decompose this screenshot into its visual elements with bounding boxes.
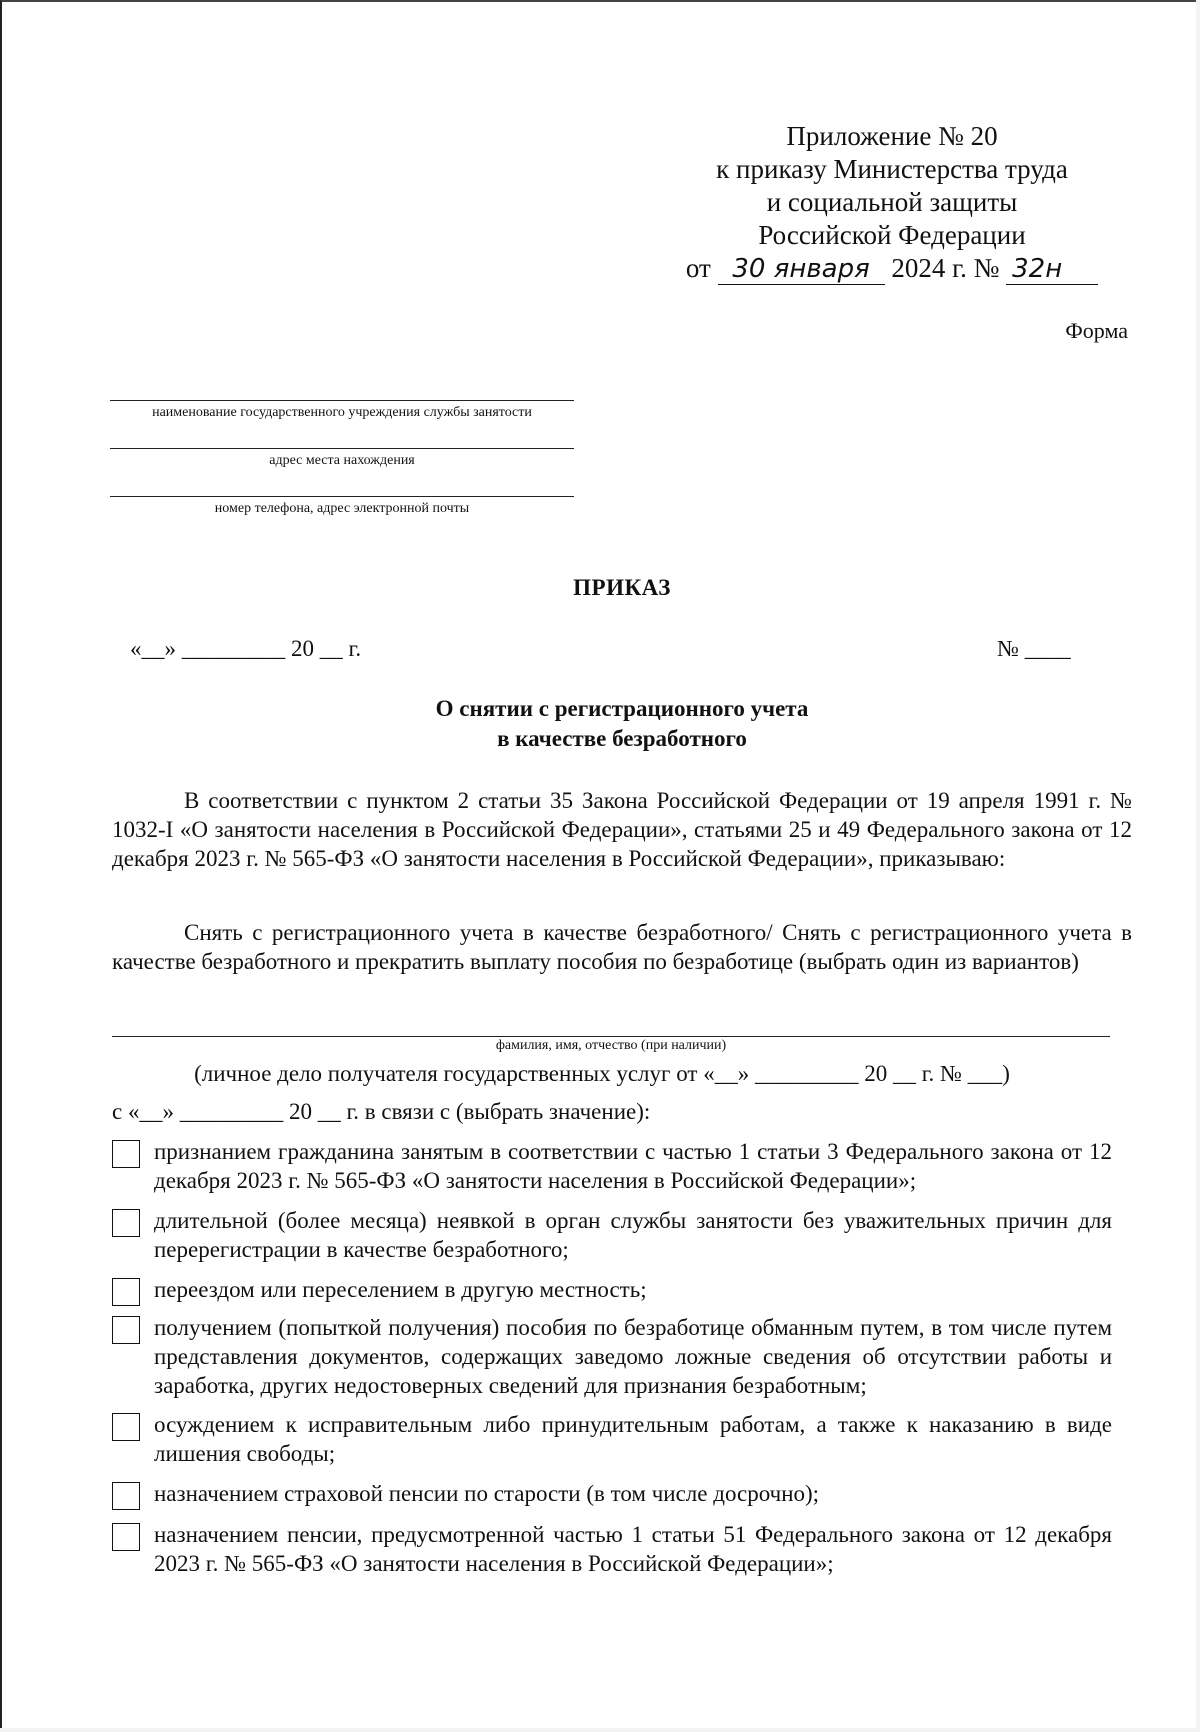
option-no-show (112, 1206, 1112, 1264)
order-subject (2, 694, 1196, 754)
annex-ot: от (685, 253, 711, 283)
option-checkbox[interactable] (112, 1140, 140, 1168)
org-address-field[interactable]: адрес места нахождения (110, 448, 574, 469)
org-name-field[interactable]: наименование государственного учреждения службы занятости (110, 400, 574, 421)
legal-basis-paragraph: В соответствии с пунктом 2 статьи 35 Закона Российской Федерации от 19 апреля 1991 г. № 1032-I «О занятости населения в Российской Федерации», статьями 25 и 49 Федерального закона от 12 декабря 2023 г. № 565-ФЗ «О занятости населения в Российской Федерации», приказываю: (112, 788, 1132, 871)
option-checkbox[interactable] (112, 1316, 140, 1344)
option-old-age-pension (112, 1479, 1112, 1510)
annex-line-4: Российской Федерации (758, 220, 1026, 250)
org-contacts-field[interactable]: номер телефона, адрес электронной почты (110, 496, 574, 517)
option-conviction (112, 1410, 1112, 1468)
option-relocation (112, 1275, 1112, 1306)
fio-field[interactable]: фамилия, имя, отчество (при наличии) (112, 1036, 1110, 1054)
annex-order-line (642, 252, 1142, 285)
order-date-field[interactable]: «__» _________ 20 __ г. (130, 636, 362, 661)
option-fraud (112, 1313, 1112, 1400)
option-checkbox[interactable] (112, 1209, 140, 1237)
handwritten-order-number: 32н (1006, 254, 1098, 285)
decision-paragraph: Снять с регистрационного учета в качестве безработного/ Снять с регистрационного учета в качестве безработного и прекратить выплату пособия по безработице (выбрать один из вариантов) (112, 920, 1132, 974)
option-checkbox[interactable] (112, 1482, 140, 1510)
option-early-pension (112, 1520, 1112, 1578)
option-checkbox[interactable] (112, 1278, 140, 1306)
option-text: назначением страховой пенсии по старости (в том числе досрочно); (154, 1481, 820, 1506)
option-checkbox[interactable] (112, 1523, 140, 1551)
handwritten-date: 30 января (718, 254, 885, 285)
annex-year-no: 2024 г. № (891, 253, 1000, 283)
option-text: осуждением к исправительным либо принудительным работам, а также к наказанию в виде лишения свободы; (154, 1412, 1112, 1466)
since-date-row[interactable]: с «__» _________ 20 __ г. в связи с (выбрать значение): (112, 1099, 651, 1124)
form-label: Форма (1065, 318, 1128, 343)
annex-line-2: к приказу Министерства труда (716, 154, 1068, 184)
option-checkbox[interactable] (112, 1413, 140, 1441)
option-text: переездом или переселением в другую местность; (154, 1277, 647, 1302)
subject-line-1: О снятии с регистрационного учета (435, 696, 809, 721)
option-text: признанием гражданина занятым в соответствии с частью 1 статьи 3 Федерального закона от 12 декабря 2023 г. № 565-ФЗ «О занятости населения в Российской Федерации»; (154, 1139, 1112, 1193)
subject-line-2: в качестве безработного (497, 726, 747, 751)
annex-line-1: Приложение № 20 (786, 121, 998, 151)
option-employed (112, 1137, 1112, 1195)
annex-line-3: и социальной защиты (766, 187, 1018, 217)
option-text: длительной (более месяца) неявкой в орган службы занятости без уважительных причин для перерегистрации в качестве безработного; (154, 1208, 1112, 1262)
document-title: ПРИКАЗ (573, 575, 671, 600)
option-text: назначением пенсии, предусмотренной частью 1 статьи 51 Федерального закона от 12 декабря 2023 г. № 565-ФЗ «О занятости населения в Российской Федерации»; (154, 1522, 1112, 1576)
option-text: получением (попыткой получения) пособия по безработице обманным путем, в том числе путем представления документов, содержащих заведомо ложные сведения об отсутствии работы и заработка, других недостоверных сведений для признания безработным; (154, 1315, 1112, 1398)
case-file-row[interactable]: (личное дело получателя государственных услуг от «__» _________ 20 __ г. № ___) (194, 1061, 1010, 1086)
order-number-field[interactable]: № ____ (997, 636, 1071, 661)
annex-header (642, 120, 1142, 285)
